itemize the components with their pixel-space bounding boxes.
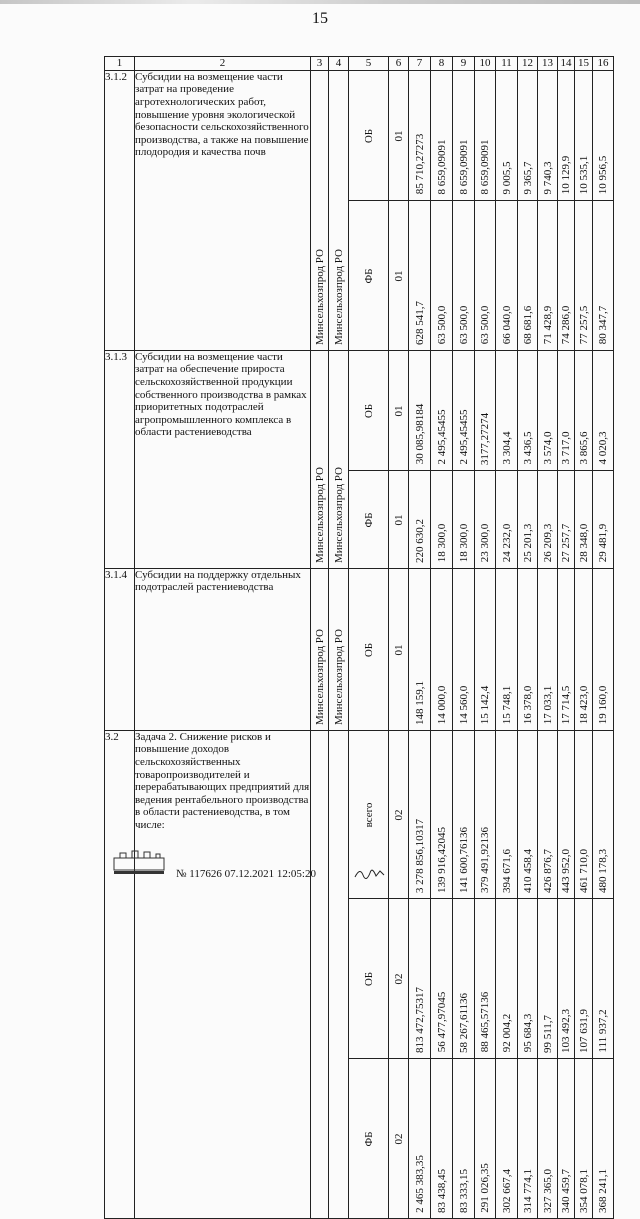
co-executor-text: Минсельхозпрод РО [332,628,345,725]
column-header: 8 [431,57,453,71]
row-number: 3.1.3 [105,350,135,568]
amount-value: 28 348,0 [577,523,590,563]
amount-cell [409,470,431,568]
amount-cell [409,730,431,898]
budget-code-text: 02 [392,809,405,821]
amount-cell [575,200,593,350]
funding-source-text: ОБ [362,128,375,143]
amount-value: 3 436,5 [521,431,534,465]
amount-cell [538,568,558,730]
amount-value: 92 004,2 [500,1013,513,1053]
amount-value: 9 365,7 [521,161,534,195]
amount-value: 24 232,0 [500,523,513,563]
budget-code-text: 02 [392,973,405,985]
amount-value: 8 659,09091 [479,139,491,195]
amount-cell [453,568,475,730]
amount-value: 26 209,3 [541,523,554,563]
amount-cell [593,470,614,568]
funding-source [349,568,389,730]
responsible-executor [311,568,329,730]
amount-value: 327 365,0 [541,1168,554,1213]
amount-value: 813 472,75317 [413,986,426,1053]
amount-value: 480 178,3 [597,848,609,893]
amount-cell [475,470,496,568]
amount-value: 15 748,1 [500,685,513,725]
column-header: 10 [475,57,496,71]
amount-cell [496,200,518,350]
funding-source [349,200,389,350]
amount-cell [409,200,431,350]
amount-value: 220 630,2 [413,518,426,563]
amount-value: 74 286,0 [560,305,572,345]
amount-cell [496,898,518,1058]
amount-cell [518,898,538,1058]
responsible-executor [311,70,329,350]
amount-cell [453,200,475,350]
budget-code [389,350,409,470]
amount-cell [575,470,593,568]
amount-cell [518,1058,538,1218]
amount-value: 354 078,1 [577,1168,590,1213]
budget-code-text: 01 [392,514,405,526]
column-header: 11 [496,57,518,71]
amount-cell [518,200,538,350]
budget-code [389,898,409,1058]
amount-cell [575,350,593,470]
amount-cell [475,200,496,350]
amount-value: 107 631,9 [577,1008,590,1053]
co-executor [329,730,349,1218]
amount-cell [409,898,431,1058]
amount-cell [538,1058,558,1218]
amount-cell [496,730,518,898]
amount-cell [558,200,575,350]
amount-value: 80 347,7 [597,305,609,345]
budget-code-text: 01 [392,270,405,282]
amount-value: 17 714,5 [560,685,572,725]
amount-cell [453,350,475,470]
column-header: 9 [453,57,475,71]
amount-value: 29 481,9 [597,523,609,563]
amount-value: 9 740,3 [541,161,554,195]
scan-edge [0,0,640,4]
amount-cell [475,350,496,470]
budget-code-text: 01 [392,405,405,417]
amount-value: 15 142,4 [479,685,491,725]
amount-cell [538,470,558,568]
amount-value: 340 459,7 [560,1168,572,1213]
amount-value: 10 956,5 [597,155,609,195]
amount-value: 148 159,1 [413,680,426,725]
column-header: 15 [575,57,593,71]
amount-value: 9 005,5 [500,161,513,195]
amount-cell [575,730,593,898]
amount-value: 291 026,35 [479,1162,491,1213]
row-number: 3.2 [105,730,135,1218]
funding-source-text: ОБ [362,403,375,418]
table-row [105,70,614,200]
amount-value: 85 710,27273 [413,133,426,195]
row-number: 3.1.4 [105,568,135,730]
amount-cell [518,568,538,730]
funding-source-text: ФБ [362,512,375,528]
co-executor [329,70,349,350]
amount-value: 111 937,2 [597,1009,609,1053]
amount-value: 426 876,7 [541,848,554,893]
amount-cell [538,70,558,200]
amount-cell [593,730,614,898]
amount-cell [409,568,431,730]
program-table [104,56,614,1219]
amount-value: 83 333,15 [457,1168,470,1213]
amount-cell [593,568,614,730]
amount-cell [409,70,431,200]
amount-value: 14 560,0 [457,685,470,725]
amount-cell [538,350,558,470]
responsible-executor-text: Минсельхозпрод РО [313,628,326,725]
amount-cell [558,70,575,200]
funding-source-text: ОБ [362,971,375,986]
amount-cell [475,70,496,200]
amount-cell [575,70,593,200]
amount-cell [431,730,453,898]
amount-cell [593,200,614,350]
amount-cell [431,1058,453,1218]
amount-cell [558,730,575,898]
amount-cell [496,1058,518,1218]
amount-value: 3 304,4 [500,431,513,465]
budget-code [389,200,409,350]
handwritten-signature [352,863,388,888]
amount-value: 88 465,57136 [479,991,491,1053]
amount-value: 14 000,0 [435,685,448,725]
responsible-executor [311,730,329,1218]
amount-cell [475,898,496,1058]
funding-source [349,470,389,568]
amount-value: 10 535,1 [577,155,590,195]
amount-cell [558,568,575,730]
column-header: 2 [135,57,311,71]
amount-value: 83 438,45 [435,1168,448,1213]
amount-value: 66 040,0 [500,305,513,345]
column-header: 14 [558,57,575,71]
amount-value: 56 477,97045 [435,991,448,1053]
funding-source-text: всего [362,802,375,828]
funding-source [349,1058,389,1218]
amount-value: 103 492,3 [560,1008,572,1053]
amount-cell [496,568,518,730]
amount-cell [593,70,614,200]
amount-cell [518,730,538,898]
amount-cell [538,200,558,350]
amount-cell [475,568,496,730]
amount-value: 2 465 383,35 [413,1154,426,1213]
column-header: 12 [518,57,538,71]
amount-value: 63 500,0 [435,305,448,345]
amount-cell [575,568,593,730]
amount-cell [453,70,475,200]
amount-value: 8 659,09091 [457,139,470,195]
budget-code-text: 01 [392,644,405,656]
amount-value: 63 500,0 [479,305,491,345]
amount-value: 18 300,0 [457,523,470,563]
amount-value: 394 671,6 [500,848,513,893]
amount-value: 19 160,0 [597,685,609,725]
column-header: 7 [409,57,431,71]
amount-cell [575,1058,593,1218]
column-header: 13 [538,57,558,71]
amount-cell [496,350,518,470]
amount-value: 68 681,6 [521,305,534,345]
amount-value: 18 300,0 [435,523,448,563]
amount-cell [475,1058,496,1218]
amount-value: 3 717,0 [560,431,572,465]
funding-source-text: ФБ [362,1131,375,1147]
amount-value: 379 491,92136 [479,826,491,893]
responsible-executor-text: Минсельхозпрод РО [313,466,326,563]
amount-value: 18 423,0 [577,685,590,725]
budget-code-text: 01 [392,130,405,142]
column-header: 16 [593,57,614,71]
column-header: 5 [349,57,389,71]
amount-value: 3 278 856,10317 [413,818,426,893]
amount-value: 77 257,5 [577,305,590,345]
amount-value: 443 952,0 [560,848,572,893]
amount-cell [409,350,431,470]
amount-cell [431,70,453,200]
co-executor-text: Минсельхозпрод РО [332,248,345,345]
responsible-executor-text: Минсельхозпрод РО [313,248,326,345]
column-header: 1 [105,57,135,71]
amount-cell [558,350,575,470]
amount-value: 58 267,61136 [457,992,470,1053]
amount-value: 4 020,3 [597,431,609,465]
co-executor-text: Минсельхозпрод РО [332,466,345,563]
co-executor [329,568,349,730]
page-number: 15 [312,10,328,27]
amount-value: 2 495,45455 [457,409,470,465]
amount-cell [593,350,614,470]
funding-source [349,350,389,470]
amount-cell [453,898,475,1058]
amount-cell [431,568,453,730]
row-number: 3.1.2 [105,70,135,350]
amount-cell [518,350,538,470]
amount-cell [496,70,518,200]
amount-value: 25 201,3 [521,523,534,563]
budget-code [389,568,409,730]
e-doc-logo [112,849,166,880]
amount-cell [453,1058,475,1218]
amount-value: 3 865,6 [577,431,590,465]
amount-cell [593,1058,614,1218]
amount-value: 17 033,1 [541,685,554,725]
doc-registration-stamp: № 117626 07.12.2021 12:05:20 [176,868,316,880]
amount-cell [431,470,453,568]
amount-value: 2 495,45455 [435,409,448,465]
amount-cell [575,898,593,1058]
column-header: 4 [329,57,349,71]
amount-value: 141 600,76136 [457,826,470,893]
table-row [105,568,614,730]
amount-cell [431,200,453,350]
budget-code [389,730,409,898]
amount-cell [558,470,575,568]
amount-cell [518,70,538,200]
budget-code [389,1058,409,1218]
amount-cell [538,730,558,898]
row-description: Субсидии на возмещение части затрат на проведение агротехнологических работ, повышение уровня экологической безопасности сельскохозяйственного производства, а также на повышение плодородия и качества почв [135,70,311,350]
amount-value: 410 458,4 [521,848,534,893]
row-description: Субсидии на возмещение части затрат на обеспечение прироста сельскохозяйственной продукции собственного производства в рамках приоритетных подотраслей агропромышленного комплекса в области растениеводства [135,350,311,568]
amount-cell [431,898,453,1058]
amount-cell [453,730,475,898]
budget-code [389,470,409,568]
amount-cell [475,730,496,898]
funding-source [349,70,389,200]
amount-value: 10 129,9 [560,155,572,195]
amount-value: 3177,27274 [479,412,491,465]
amount-cell [409,1058,431,1218]
amount-value: 23 300,0 [479,523,491,563]
header-row [105,57,614,71]
amount-value: 30 085,98184 [413,403,426,465]
amount-cell [518,470,538,568]
row-description: Задача 2. Снижение рисков и повышение доходов сельскохозяйственных товаропроизводителей и перерабатывающих предприятий для ведения рентабельного производства в области растениеводства, в том числе: [135,730,311,1218]
amount-cell [496,470,518,568]
amount-value: 314 774,1 [521,1168,534,1213]
responsible-executor [311,350,329,568]
budget-code [389,70,409,200]
funding-source-text: ФБ [362,268,375,284]
column-header: 6 [389,57,409,71]
amount-value: 461 710,0 [577,848,590,893]
budget-code-text: 02 [392,1133,405,1145]
amount-value: 71 428,9 [541,305,554,345]
row-description: Субсидии на поддержку отдельных подотраслей растениеводства [135,568,311,730]
amount-value: 27 257,7 [560,523,572,563]
amount-value: 3 574,0 [541,431,554,465]
amount-value: 63 500,0 [457,305,470,345]
funding-source [349,898,389,1058]
amount-value: 302 667,4 [500,1168,513,1213]
amount-value: 139 916,42045 [435,826,448,893]
amount-cell [558,1058,575,1218]
amount-value: 99 511,7 [541,1014,554,1053]
co-executor [329,350,349,568]
column-header: 3 [311,57,329,71]
funding-source-text: ОБ [362,642,375,657]
amount-cell [538,898,558,1058]
amount-value: 16 378,0 [521,685,534,725]
amount-cell [431,350,453,470]
amount-cell [593,898,614,1058]
table-row [105,350,614,470]
amount-value: 368 241,1 [597,1168,609,1213]
amount-cell [558,898,575,1058]
amount-value: 628 541,7 [413,300,426,345]
amount-value: 95 684,3 [521,1013,534,1053]
amount-cell [453,470,475,568]
amount-value: 8 659,09091 [435,139,448,195]
